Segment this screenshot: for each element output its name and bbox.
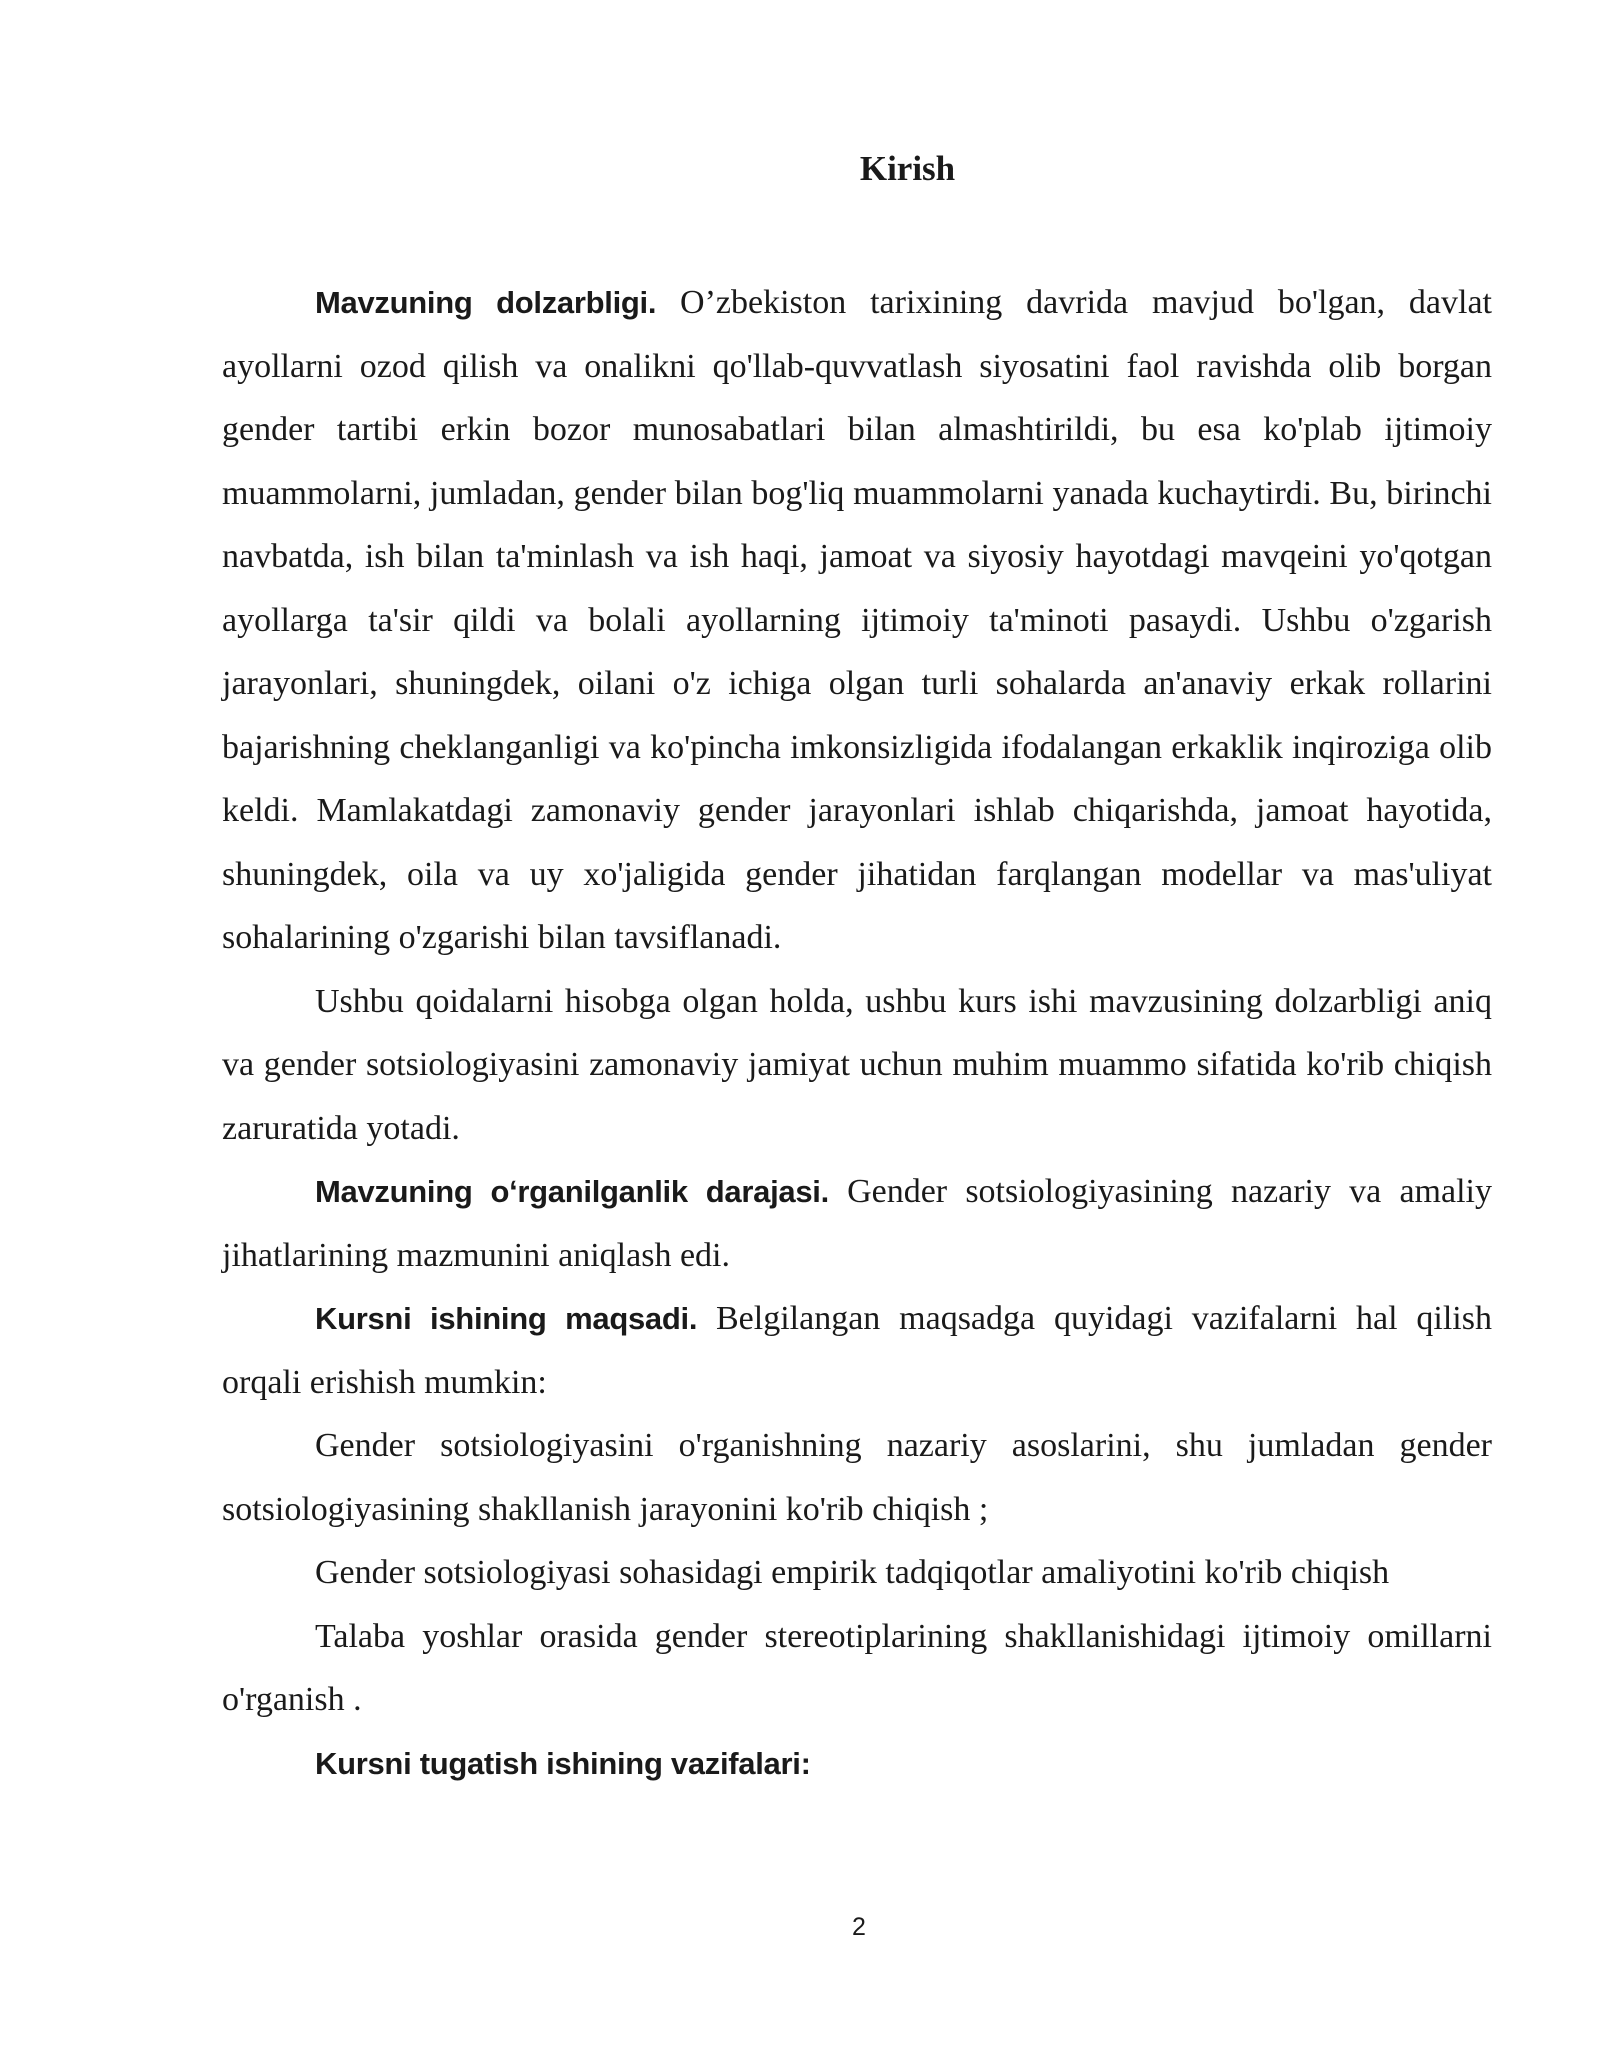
paragraph-text: Talaba yoshlar orasida gender stereotiplarining shakllanishidagi ijtimoiy omillarni o'rganish . xyxy=(222,1617,1492,1718)
page-title: Kirish xyxy=(859,149,956,188)
paragraph-lead: Mavzuning oʻrganilganlik darajasi. xyxy=(315,1174,829,1209)
paragraph-text: Belgilangan maqsadga quyidagi vazifalarni hal qilish orqali erishish mumkin: xyxy=(222,1300,1492,1401)
paragraph-text: Gender sotsiologiyasining nazariy va amaliy jihatlarining mazmunini aniqlash edi. xyxy=(222,1173,1492,1274)
paragraph-text: Gender sotsiologiyasi sohasidagi empirik tadqiqotlar amaliyotini ko'rib chiqish xyxy=(315,1554,1390,1591)
paragraph-relevance-conclusion xyxy=(222,970,1492,1161)
paragraph-lead: Kursni ishining maqsadi. xyxy=(315,1301,698,1336)
paragraph-study-degree xyxy=(222,1160,1492,1287)
document-body xyxy=(222,271,1492,1795)
paragraph-text: Ushbu qoidalarni hisobga olgan holda, ushbu kurs ishi mavzusining dolzarbligi aniq va gender sotsiologiyasini zamonaviy jamiyat uchun muhim muammo sifatida ko'rib chiqish zaruratida yotadi. xyxy=(222,982,1492,1147)
page-number: 2 xyxy=(852,1913,866,1941)
paragraph-course-goal xyxy=(222,1287,1492,1414)
paragraph-text: O’zbekiston tarixining davrida mavjud bo'lgan, davlat ayollarni ozod qilish va onalikni qo'llab-quvvatlash siyosatini faol ravishda olib borgan gender tartibi erkin bozor munosabatlari bilan almashtirildi, bu esa ko'plab ijtimoiy muammolarni, jumladan, gender bilan bog'liq muammolarni yanada kuchaytirdi. Bu, birinchi navbatda, ish bilan ta'minlash va ish haqi, jamoat va siyosiy hayotdagi mavqeini yo'qotgan ayollarga ta'sir qildi va bolali ayollarning ijtimoiy ta'minoti pasaydi. Ushbu o'zgarish jarayonlari, shuningdek, oilani o'z ichiga olgan turli sohalarda an'anaviy erkak rollarini bajarishning cheklanganligi va ko'pincha imkonsizligida ifodalangan erkaklik inqiroziga olib keldi. Mamlakatdagi zamonaviy gender jarayonlari ishlab chiqarishda, jamoat hayotida, shuningdek, oila va uy xo'jaligida gender jihatidan farqlangan modellar va mas'uliyat sohalarining o'zgarishi bilan tavsiflanadi. xyxy=(222,284,1492,956)
paragraph-lead: Kursni tugatish ishining vazifalari: xyxy=(315,1745,811,1781)
paragraph-task-stereotypes xyxy=(222,1605,1492,1732)
paragraph-relevance xyxy=(222,271,1492,970)
paragraph-course-tasks-heading xyxy=(222,1732,1492,1796)
paragraph-task-empirical xyxy=(222,1541,1492,1605)
paragraph-task-theory xyxy=(222,1414,1492,1541)
paragraph-lead: Mavzuning dolzarbligi. xyxy=(315,285,657,320)
paragraph-text: Gender sotsiologiyasini o'rganishning nazariy asoslarini, shu jumladan gender sotsiologiyasining shakllanish jarayonini ko'rib chiqish ; xyxy=(222,1427,1492,1528)
